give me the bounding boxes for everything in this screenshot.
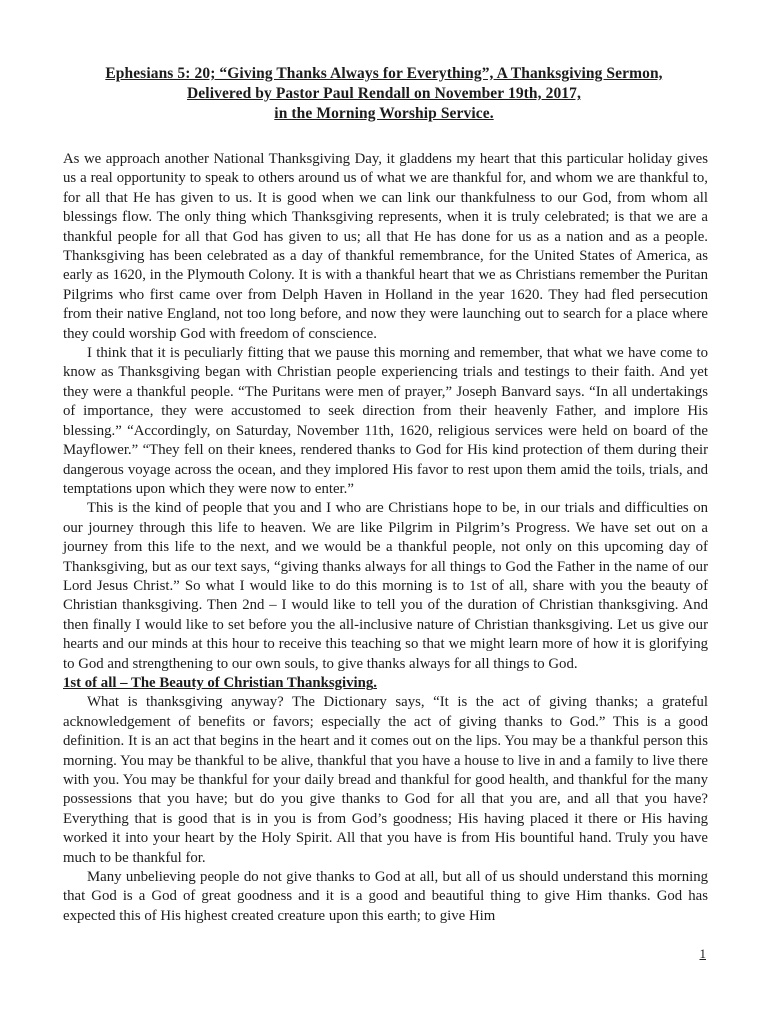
section-heading-text: 1st of all – The Beauty of Christian Thanksgiving: [63, 674, 374, 691]
body-paragraph: As we approach another National Thanksgiving Day, it gladdens my heart that this particular holiday gives us a real opportunity to speak to others around us of what we are thankful for, and whom we are thankful to, for all that He has given to us. It is good when we can link our thankfulness to our God, from whom all blessings flow. The only thing which Thanksgiving represents, when it is truly celebrated; is that we are a thankful people for all that God has given to us; all that He has done for us as a nation and as a people. Thanksgiving has been celebrated as a day of thankful remembrance, for the United States of America, as early as 1620, in the Plymouth Colony. It is with a thankful heart that we as Christians remember the Puritan Pilgrims who first came over from Delph Haven in Holland in the year 1620. They had fled persecution from their native England, not too long before, and now they were launching out to search for a place where they could worship God with freedom of conscience.: [63, 151, 708, 342]
body-paragraph: I think that it is peculiarly fitting that we pause this morning and remember, that what we have come to know as Thanksgiving began with Christian people experiencing trials and testings to their faith. And yet they were a thankful people. “The Puritans were men of prayer,” Joseph Banvard says. “In all undertakings of importance, they were accustomed to seek direction from their heavenly Father, and implore His blessing.” “Accordingly, on Saturday, November 11th, 1620, religious services were held on board of the Mayflower.” “They fell on their knees, rendered thanks to God for His kind protection of them during their dangerous voyage across the ocean, and they implored His favor to rest upon them amid the toils, trials, and temptations upon which they were now to enter.”: [63, 345, 708, 497]
title-line-2: Delivered by Pastor Paul Rendall on November 19th, 2017,: [187, 85, 581, 102]
page-number: 1: [699, 946, 706, 961]
sermon-body: [63, 150, 708, 926]
sermon-title: [40, 64, 728, 124]
body-paragraph: What is thanksgiving anyway? The Dictionary says, “It is the act of giving thanks; a grateful acknowledgement of benefits or favors; especially the act of giving thanks to God.” This is a good definition. It is an act that begins in the heart and it comes out on the lips. You may be a thankful person this morning. You may be thankful to be alive, thankful that you have a house to live in and a family to live there with you. You may be thankful for your daily bread and thankful for good health, and thankful for the many possessions that you have; but do you give thanks to God for all that you are, and all that you have? Everything that is good that is in you is from God’s goodness; His having placed it there or His having worked it into your heart by the Holy Spirit. All that you have is from His bountiful hand. Truly you have much to be thankful for.: [63, 694, 708, 866]
title-line-1: Ephesians 5: 20; “Giving Thanks Always for Everything”, A Thanksgiving Sermon,: [105, 65, 663, 82]
title-line-3: in the Morning Worship Service.: [274, 105, 494, 122]
body-paragraph: This is the kind of people that you and I who are Christians hope to be, in our trials and difficulties on our journey through this life to heaven. We are like Pilgrim in Pilgrim’s Progress. We have set out on a journey from this life to the next, and we would be a thankful people, not only on this upcoming day of Thanksgiving, but as our text says, “giving thanks always for all things to God the Father in the name of our Lord Jesus Christ.” So what I would like to do this morning is to 1st of all, share with you the beauty of Christian thanksgiving. Then 2nd – I would like to tell you of the duration of Christian thanksgiving. And then finally I would like to set before you the all-inclusive nature of Christian thanksgiving. Let us give our hearts and our minds at this hour to receive this teaching so that we might learn more of how it is glorifying to God and strengthening to our own souls, to give thanks always for all things to God.: [63, 500, 708, 672]
body-paragraph: Many unbelieving people do not give thanks to God at all, but all of us should understand this morning that God is a God of great goodness and it is a good and beautiful thing to give Him thanks. God has expected this of His highest created creature upon this earth; to give Him: [63, 869, 708, 924]
section-heading: 1st of all – The Beauty of Christian Thanksgiving.: [63, 674, 377, 691]
